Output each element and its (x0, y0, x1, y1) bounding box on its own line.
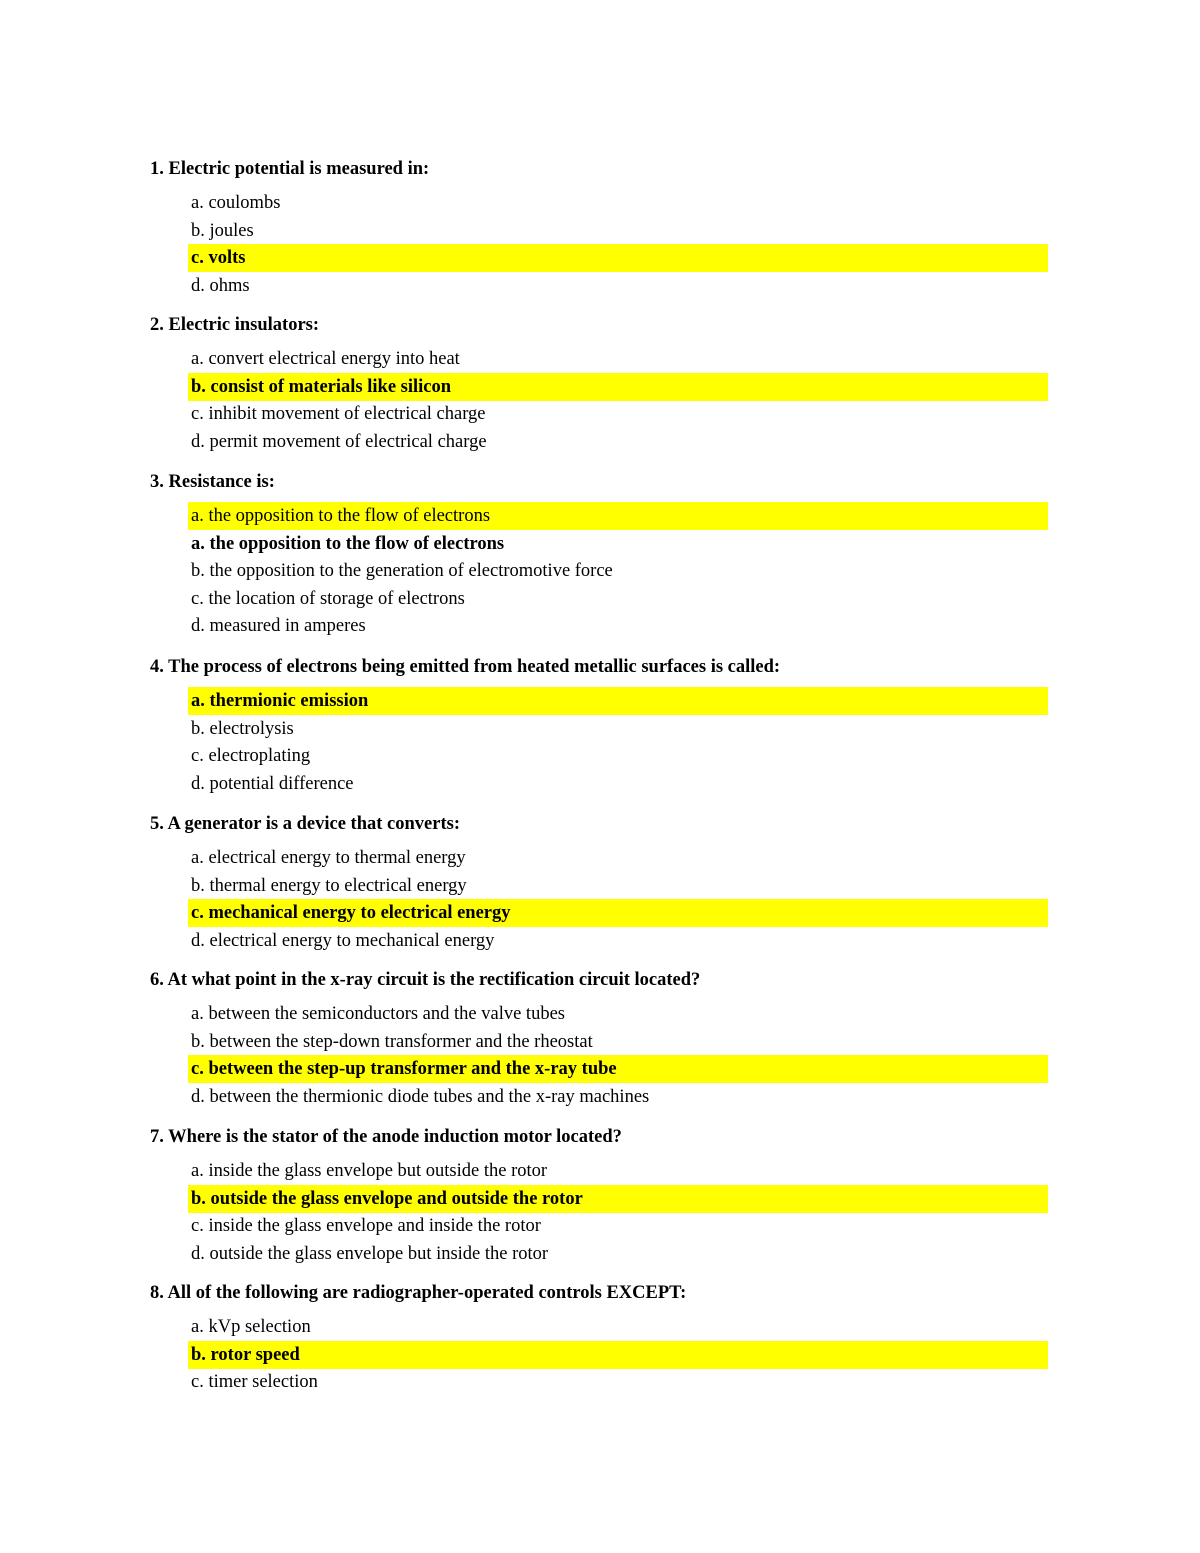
answer-option: a. convert electrical energy into heat (191, 349, 460, 369)
answer-option: c. inhibit movement of electrical charge (191, 404, 486, 424)
question-6: 6. At what point in the x-ray circuit is the rectification circuit located? (150, 970, 701, 990)
answer-option: c. inside the glass envelope and inside the rotor (191, 1216, 541, 1236)
answer-option: a. coulombs (191, 193, 281, 213)
answer-option-highlighted: b. rotor speed (188, 1341, 1048, 1369)
question-7: 7. Where is the stator of the anode induction motor located? (150, 1127, 622, 1147)
answer-option: a. between the semiconductors and the valve tubes (191, 1004, 565, 1024)
answer-option-highlighted: b. consist of materials like silicon (188, 373, 1048, 401)
answer-option: d. measured in amperes (191, 616, 366, 636)
question-2: 2. Electric insulators: (150, 315, 320, 335)
question-4: 4. The process of electrons being emitted from heated metallic surfaces is called: (150, 657, 781, 677)
answer-option: b. electrolysis (191, 719, 294, 739)
answer-option: d. permit movement of electrical charge (191, 432, 487, 452)
question-5: 5. A generator is a device that converts: (150, 814, 460, 834)
answer-option: d. outside the glass envelope but inside the rotor (191, 1244, 549, 1264)
answer-option-highlighted: c. between the step-up transformer and the x-ray tube (188, 1055, 1048, 1083)
answer-option: d. between the thermionic diode tubes and the x-ray machines (191, 1087, 650, 1107)
answer-option: a. the opposition to the flow of electrons (191, 534, 505, 554)
answer-option: a. kVp selection (191, 1317, 311, 1337)
answer-option: c. the location of storage of electrons (191, 589, 465, 609)
question-8: 8. All of the following are radiographer-operated controls EXCEPT: (150, 1283, 687, 1303)
answer-option-highlighted: a. the opposition to the flow of electrons (188, 502, 1048, 530)
answer-option-highlighted: c. volts (188, 244, 1048, 272)
answer-option: d. electrical energy to mechanical energy (191, 931, 495, 951)
question-1: 1. Electric potential is measured in: (150, 159, 430, 179)
answer-option: d. ohms (191, 276, 250, 296)
answer-option: b. joules (191, 221, 254, 241)
answer-option-highlighted: a. thermionic emission (188, 687, 1048, 715)
answer-option: c. timer selection (191, 1372, 318, 1392)
answer-option: b. the opposition to the generation of electromotive force (191, 561, 613, 581)
answer-option: a. inside the glass envelope but outside the rotor (191, 1161, 548, 1181)
answer-option-highlighted: b. outside the glass envelope and outside the rotor (188, 1185, 1048, 1213)
question-3: 3. Resistance is: (150, 472, 275, 492)
answer-option-highlighted: c. mechanical energy to electrical energy (188, 899, 1048, 927)
answer-option: a. electrical energy to thermal energy (191, 848, 466, 868)
answer-option: b. between the step-down transformer and the rheostat (191, 1032, 593, 1052)
answer-option: b. thermal energy to electrical energy (191, 876, 467, 896)
answer-option: d. potential difference (191, 774, 354, 794)
answer-option: c. electroplating (191, 746, 311, 766)
